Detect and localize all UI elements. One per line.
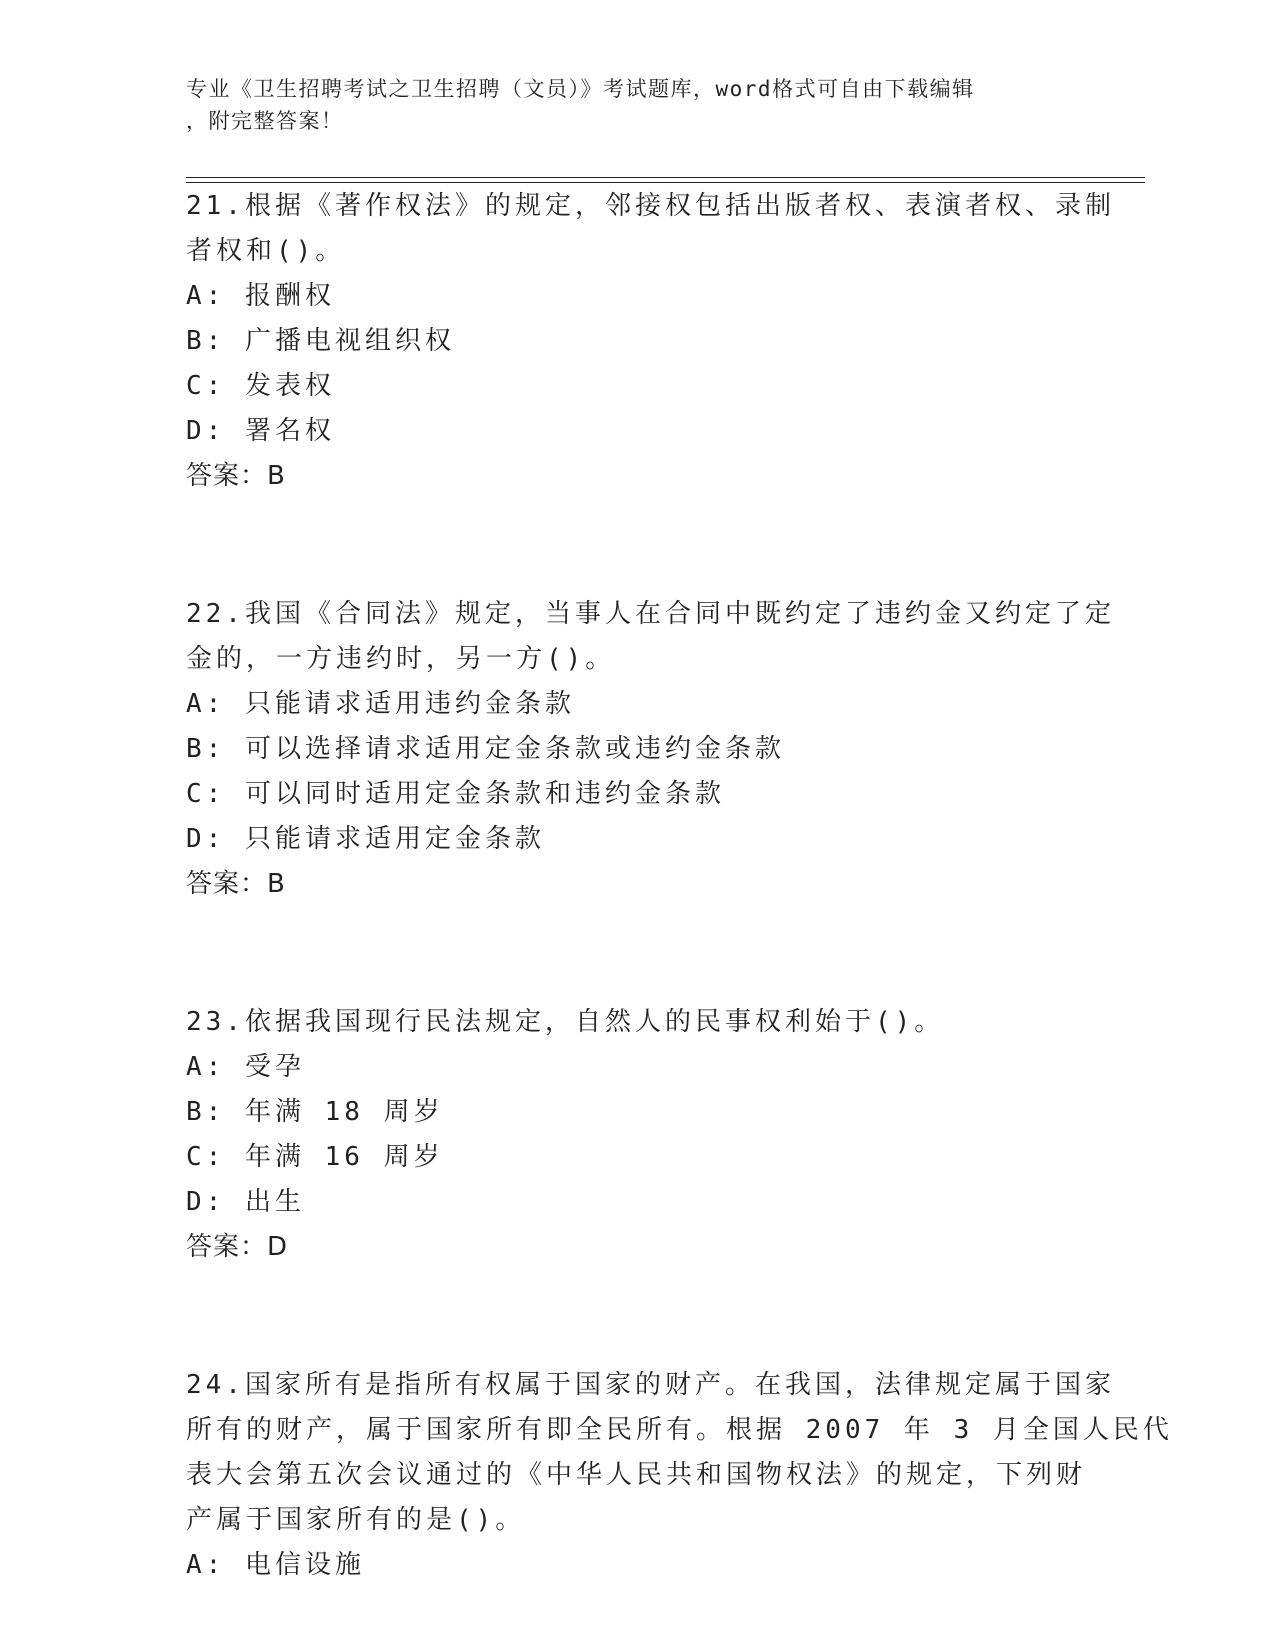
option-c: C: 可以同时适用定金条款和违约金条款 <box>186 779 725 809</box>
question-list <box>186 184 1173 1588</box>
option-d: D: 出生 <box>186 1187 305 1217</box>
question-spacer <box>186 499 1066 592</box>
option-b: B: 广播电视组织权 <box>186 326 455 356</box>
header-divider-bottom <box>186 182 1145 183</box>
option-a: A: 报酬权 <box>186 281 335 311</box>
option-a: A: 只能请求适用违约金条款 <box>186 689 575 719</box>
option-c: C: 年满 16 周岁 <box>186 1142 444 1172</box>
option-a: A: 受孕 <box>186 1052 305 1082</box>
question-text-line: 金的，一方违约时，另一方()。 <box>186 644 616 674</box>
question-spacer <box>186 1270 1066 1363</box>
question-text-line: 21.根据《著作权法》的规定，邻接权包括出版者权、表演者权、录制 <box>186 191 1115 221</box>
question-text-line: 所有的财产，属于国家所有即全民所有。根据 2007 年 3 月全国人民代 <box>186 1415 1173 1445</box>
question-21 <box>186 184 1115 499</box>
answer-line: 答案：B <box>186 461 286 491</box>
option-d: D: 只能请求适用定金条款 <box>186 824 545 854</box>
document-header <box>186 73 1056 137</box>
question-22 <box>186 592 1115 907</box>
question-text-line: 产属于国家所有的是()。 <box>186 1505 526 1535</box>
option-c: C: 发表权 <box>186 371 335 401</box>
question-23 <box>186 1000 1066 1270</box>
option-a: A: 电信设施 <box>186 1550 365 1580</box>
option-b: B: 年满 18 周岁 <box>186 1097 444 1127</box>
answer-line: 答案：B <box>186 869 286 899</box>
question-text-line: 者权和()。 <box>186 236 346 266</box>
option-b: B: 可以选择请求适用定金条款或违约金条款 <box>186 734 785 764</box>
option-d: D: 署名权 <box>186 416 335 446</box>
header-line-1: 专业《卫生招聘考试之卫生招聘（文员）》考试题库，word格式可自由下载编辑 <box>186 77 975 101</box>
header-line-2: ，附完整答案！ <box>186 109 344 133</box>
question-spacer <box>186 907 1066 1000</box>
answer-line: 答案：D <box>186 1232 289 1262</box>
question-24 <box>186 1363 1173 1588</box>
header-divider-top <box>186 177 1145 178</box>
question-text-line: 24.国家所有是指所有权属于国家的财产。在我国，法律规定属于国家 <box>186 1370 1115 1400</box>
question-text-line: 22.我国《合同法》规定，当事人在合同中既约定了违约金又约定了定 <box>186 599 1115 629</box>
question-text-line: 表大会第五次会议通过的《中华人民共和国物权法》的规定，下列财 <box>186 1460 1087 1490</box>
question-text-line: 23.依据我国现行民法规定，自然人的民事权利始于()。 <box>186 1007 945 1037</box>
